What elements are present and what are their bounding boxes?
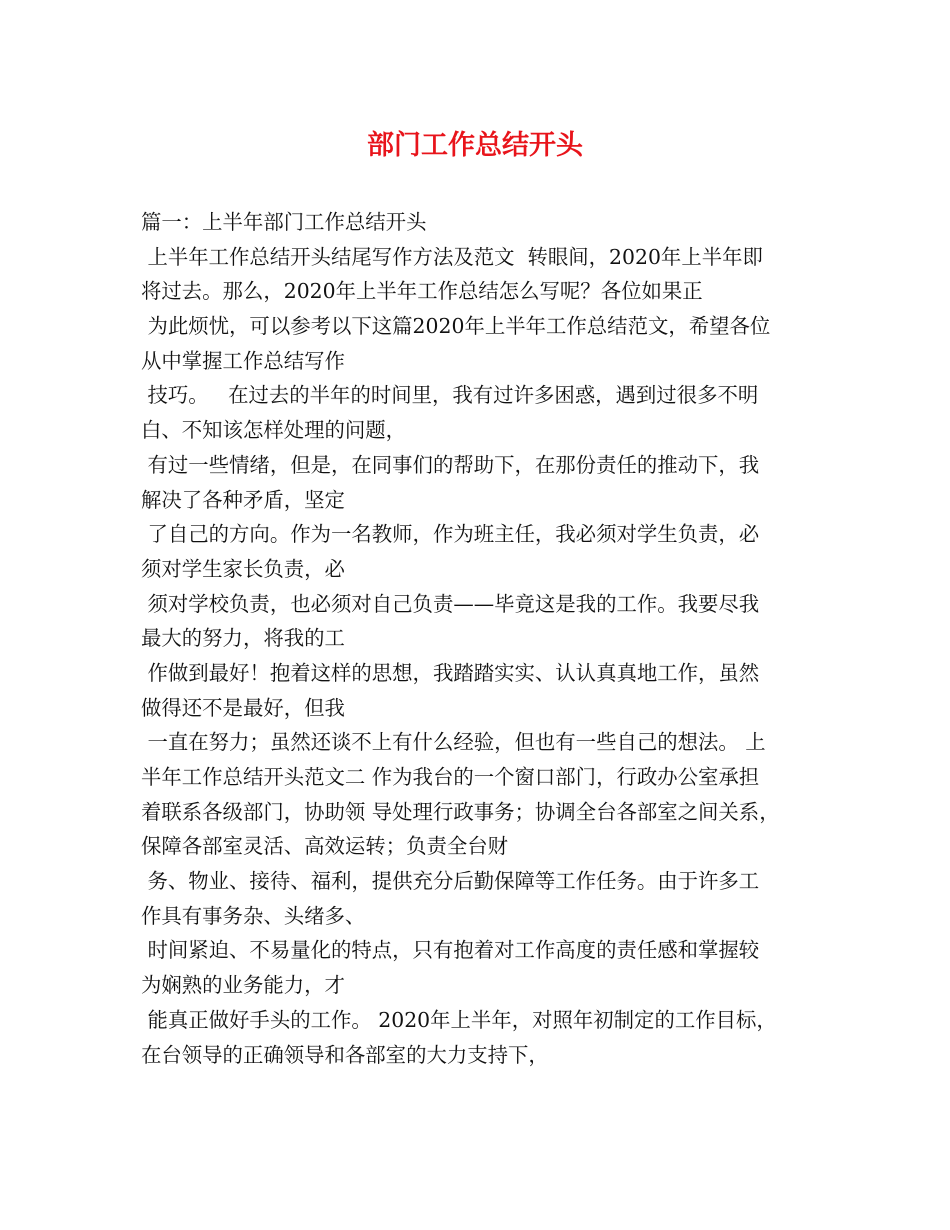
body-line: 须对学校负责，也必须对自己负责——毕竟这是我的工作。我要尽我 [141,591,760,616]
body-line: 为此烦忧，可以参考以下这篇2020年上半年工作总结范文，希望各位 [141,314,771,339]
body-line: 半年工作总结开头范文二 作为我台的一个窗口部门，行政办公室承担 [141,765,760,789]
body-line: 解决了各种矛盾，坚定 [141,487,345,512]
document-body [141,205,831,1072]
body-line: 白、不知该怎样处理的问题， [141,418,407,443]
body-line: 一直在努力；虽然还谈不上有什么经验，但也有一些自己的想法。 上 [141,730,766,755]
body-line: 时间紧迫、不易量化的特点，只有抱着对工作高度的责任感和掌握较 [141,938,760,963]
body-line: 了自己的方向。作为一名教师，作为班主任，我必须对学生负责，必 [141,522,760,547]
body-line: 上半年工作总结开头结尾写作方法及范文 转眼间，2020年上半年即 [141,244,763,269]
body-line: 篇一：上半年部门工作总结开头 [141,210,427,234]
body-line: 能真正做好手头的工作。 2020年上半年，对照年初制定的工作目标， [141,1007,777,1032]
body-line: 从中掌握工作总结写作 [141,348,345,373]
body-line: 务、物业、接待、福利，提供充分后勤保障等工作任务。由于许多工 [141,869,760,894]
body-line: 须对学生家长负责，必 [141,556,345,581]
body-line: 技巧。 在过去的半年的时间里，我有过许多困惑，遇到过很多不明 [141,383,759,408]
body-line: 有过一些情绪，但是，在同事们的帮助下，在那份责任的推动下，我 [141,452,760,477]
body-line: 将过去。那么，2020年上半年工作总结怎么写呢？各位如果正 [141,279,703,304]
body-line: 作做到最好！抱着这样的思想，我踏踏实实、认认真真地工作，虽然 [141,660,760,685]
body-line: 做得还不是最好，但我 [141,695,345,720]
body-line: 着联系各级部门，协助领 导处理行政事务；协调全台各部室之间关系， [141,799,780,824]
body-line: 保障各部室灵活、高效运转；负责全台财 [141,834,509,859]
body-line: 作具有事务杂、头绪多、 [141,903,366,928]
document-title: 部门工作总结开头 [367,130,583,161]
body-line: 为娴熟的业务能力，才 [141,973,345,998]
body-line: 最大的努力，将我的工 [141,626,345,651]
body-line: 在台领导的正确领导和各部室的大力支持下， [141,1042,549,1067]
